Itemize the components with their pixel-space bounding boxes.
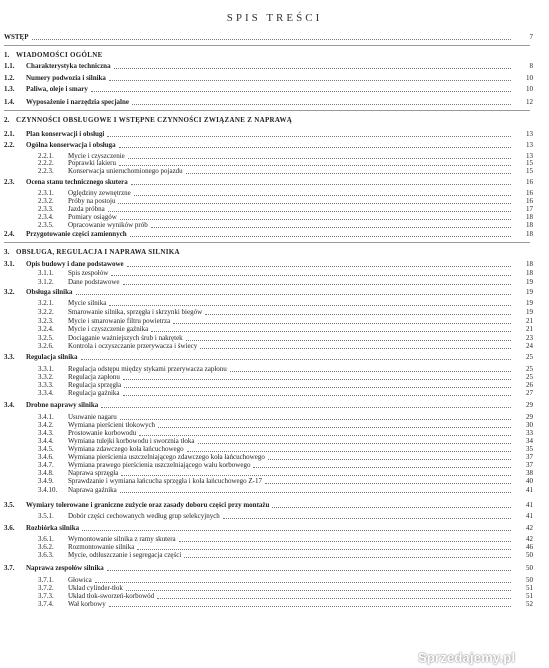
- toc-entry-page: 51: [526, 592, 533, 600]
- toc-entry-number: 3.7.3.: [38, 592, 54, 600]
- toc-entry-page: 41: [526, 486, 533, 494]
- dot-leader: [76, 294, 511, 295]
- toc-entry: [0, 341, 533, 351]
- toc-entry-title: Paliwa, oleje i smary: [26, 85, 88, 93]
- toc-entry: [0, 247, 533, 257]
- toc-entry-number: 3.3.3.: [38, 381, 54, 389]
- toc-entry-number: 3.2.6.: [38, 342, 54, 350]
- toc-entry-title: Wymiana prawego pierścienia uszczelniającego wału korbowego: [68, 461, 251, 469]
- toc-entry-page: 30: [526, 421, 533, 429]
- toc-entry-title: Kontrola i oczyszczanie przerywacza i świecy: [68, 342, 198, 350]
- toc-entry-page: 42: [526, 535, 533, 543]
- toc-entry-page: 16: [526, 178, 533, 186]
- toc-entry-title: Wał korbowy: [68, 600, 106, 608]
- toc-entry-page: 25: [526, 365, 533, 373]
- dot-leader: [101, 407, 511, 408]
- toc-entry-title: Opracowanie wyników prób: [68, 221, 148, 229]
- dot-leader: [130, 236, 511, 237]
- toc-entry-page: 26: [526, 381, 533, 389]
- toc-entry-number: 3.4.5.: [38, 445, 54, 453]
- toc-entry: [0, 229, 533, 239]
- dot-leader: [114, 68, 511, 69]
- toc-entry-title: Dane podstawowe: [68, 278, 120, 286]
- toc-entry-page: 33: [526, 429, 533, 437]
- toc-entry-page: 25: [526, 373, 533, 381]
- toc-entry-title: Mycie i smarowanie filtru powietrza: [68, 317, 171, 325]
- toc-entry-title: Mycie, odtłuszczanie i segregacja części: [68, 551, 182, 559]
- toc-entry-page: 50: [526, 564, 533, 572]
- toc-entry: [0, 277, 533, 287]
- toc-entry-page: 42: [526, 524, 533, 532]
- toc-entry-title: Usuwanie nagaru: [68, 413, 117, 421]
- toc-entry-page: 18: [526, 230, 533, 238]
- toc-entry-number: 3.4.8.: [38, 469, 54, 477]
- toc-entry: [0, 287, 533, 297]
- toc-entry: [0, 140, 533, 150]
- toc-entry-title: WIADOMOŚCI OGÓLNE: [16, 51, 103, 59]
- dot-leader: [123, 395, 511, 396]
- toc-entry-number: 3.4.2.: [38, 421, 54, 429]
- toc-entry-page: 15: [526, 159, 533, 167]
- dot-leader: [81, 359, 511, 360]
- toc-entry-page: 13: [526, 141, 533, 149]
- toc-entry-page: 41: [526, 501, 533, 509]
- toc-entry: [0, 166, 533, 176]
- dot-leader: [109, 80, 511, 81]
- toc-entry-page: 38: [526, 469, 533, 477]
- toc-entry-number: 3.4.: [4, 401, 15, 409]
- toc-entry-number: 3.1.2.: [38, 278, 54, 286]
- toc-entry-page: 37: [526, 461, 533, 469]
- toc-entry-page: 13: [526, 152, 533, 160]
- toc-entry-page: 29: [526, 413, 533, 421]
- toc-entry-page: 19: [526, 288, 533, 296]
- toc-entry-title: Regulacja gaźnika: [68, 389, 120, 397]
- toc-entry: [0, 129, 533, 139]
- dot-leader: [223, 518, 511, 519]
- toc-entry-page: 16: [526, 197, 533, 205]
- toc-entry-number: 3.4.3.: [38, 429, 54, 437]
- toc-entry-title: Dociąganie ważniejszych śrub i nakrętek: [68, 334, 183, 342]
- dot-leader: [109, 606, 511, 607]
- toc-entry-title: Wymiana pierścienia uszczelniającego zdawczego koła łańcuchowego: [68, 453, 265, 461]
- toc-entry-title: Układ cylinder-tłok: [68, 584, 123, 592]
- toc-entry-number: 3.: [4, 248, 10, 256]
- toc-entry-number: 2.1.: [4, 130, 15, 138]
- toc-entry-page: 16: [526, 189, 533, 197]
- dot-leader: [107, 136, 511, 137]
- toc-entry-title: Wymontowanie silnika z ramy skutera: [68, 535, 176, 543]
- toc-entry-number: 1.3.: [4, 85, 15, 93]
- toc-entry-title: CZYNNOŚCI OBSŁUGOWE I WSTĘPNE CZYNNOŚCI ZWIĄZANE Z NAPRAWĄ: [16, 116, 293, 124]
- toc-entry-title: Plan konserwacji i obsługi: [26, 130, 105, 138]
- toc-entry-page: 10: [526, 85, 533, 93]
- toc-entry-title: WSTĘP: [4, 33, 29, 41]
- toc-entry-number: 3.6.: [4, 524, 15, 532]
- toc-entry-page: 12: [526, 98, 533, 106]
- dot-leader: [151, 227, 511, 228]
- toc-entry-page: 29: [526, 401, 533, 409]
- section-divider: [4, 110, 530, 111]
- toc-entry-page: 41: [526, 512, 533, 520]
- dot-leader: [123, 284, 511, 285]
- toc-entry-number: 3.3.2.: [38, 373, 54, 381]
- toc-entry-title: Prostowanie korbowodu: [68, 429, 137, 437]
- toc-entry-page: 27: [526, 389, 533, 397]
- toc-entry-number: 2.2.2.: [38, 159, 54, 167]
- toc-entry-number: 2.3.4.: [38, 213, 54, 221]
- toc-entry-number: 2.3.3.: [38, 205, 54, 213]
- toc-entry-page: 37: [526, 453, 533, 461]
- toc-entry-number: 3.7.1.: [38, 576, 54, 584]
- toc-entry: [0, 563, 533, 573]
- toc-entry: [0, 61, 533, 71]
- toc-entry-page: 18: [526, 221, 533, 229]
- toc-entry-number: 2.3.2.: [38, 197, 54, 205]
- toc-entry-number: 2.3.5.: [38, 221, 54, 229]
- toc-entry-page: 24: [526, 342, 533, 350]
- toc-entry-title: Regulacja zapłonu: [68, 373, 120, 381]
- toc-entry-number: 3.6.2.: [38, 543, 54, 551]
- toc-entry-page: 13: [526, 130, 533, 138]
- toc-entry-title: Naprawa zespołów silnika: [26, 564, 104, 572]
- toc-entry: [0, 388, 533, 398]
- toc-entry-page: 52: [526, 600, 533, 608]
- toc-entry-number: 3.2.3.: [38, 317, 54, 325]
- toc-entry-number: 3.2.2.: [38, 308, 54, 316]
- toc-entry-page: 19: [526, 278, 533, 286]
- toc-entry: [0, 97, 533, 107]
- toc-entry-number: 3.5.1.: [38, 512, 54, 520]
- toc-entry-title: Jazda próbna: [68, 205, 105, 213]
- toc-entry-title: Regulacja odstępu między stykami przerywacza zapłonu: [68, 365, 227, 373]
- toc-entry-title: Obsługa silnika: [26, 288, 73, 296]
- toc-entry: [0, 485, 533, 495]
- toc-entry-title: Głowica: [68, 576, 92, 584]
- toc-entry-number: 1.1.: [4, 62, 15, 70]
- toc-entry-title: Przygotowanie części zamiennych: [26, 230, 127, 238]
- dot-leader: [272, 507, 511, 508]
- toc-entry-page: 18: [526, 260, 533, 268]
- dot-leader: [205, 314, 511, 315]
- toc-entry-page: 19: [526, 299, 533, 307]
- toc-entry-title: Układ tłok-sworzeń-korbowód: [68, 592, 155, 600]
- toc-entry: [0, 523, 533, 533]
- toc-entry-title: Oględziny zewnętrzne: [68, 189, 131, 197]
- toc-entry-number: 3.7.2.: [38, 584, 54, 592]
- toc-entry-title: Numery podwozia i silnika: [26, 74, 106, 82]
- toc-entry-title: Smarowanie silnika, sprzęgła i skrzynki biegów: [68, 308, 203, 316]
- toc-entry-title: OBSŁUGA, REGULACJA I NAPRAWA SILNIKA: [16, 248, 180, 256]
- toc-entry-page: 35: [526, 445, 533, 453]
- dot-leader: [151, 331, 511, 332]
- toc-entry-number: 2.2.: [4, 141, 15, 149]
- toc-entry: [0, 352, 533, 362]
- toc-entry-title: Mycie silnika: [68, 299, 107, 307]
- toc-entry-title: Drobne naprawy silnika: [26, 401, 99, 409]
- toc-entry-title: Rozmontowanie silnika: [68, 543, 135, 551]
- toc-entry-title: Sprawdzanie i wymiana łańcucha sprzęgła i koła łańcuchowego Z-17: [68, 477, 262, 485]
- toc-entry: [0, 599, 533, 609]
- toc-entry-number: 3.6.1.: [38, 535, 54, 543]
- dot-leader: [109, 305, 511, 306]
- toc-entry-number: 3.4.1.: [38, 413, 54, 421]
- dot-leader: [82, 530, 511, 531]
- watermark-text: Sprzedajemy.pl: [418, 650, 516, 665]
- toc-entry-title: Rozbiórka silnika: [26, 524, 80, 532]
- toc-entry: [0, 50, 533, 60]
- watermark: [418, 650, 542, 666]
- toc-entry-title: Spis zespołów: [68, 269, 109, 277]
- toc-entry-page: 15: [526, 167, 533, 175]
- toc-entry-page: 21: [526, 317, 533, 325]
- toc-entry-number: 3.2.4.: [38, 325, 54, 333]
- toc-entry-number: 3.4.7.: [38, 461, 54, 469]
- dot-leader: [131, 184, 511, 185]
- toc-entry-title: Wyposażenie i narzędzia specjalne: [26, 98, 129, 106]
- dot-leader: [91, 91, 511, 92]
- toc-entry-number: 1.2.: [4, 74, 15, 82]
- toc-entry-number: 2.2.3.: [38, 167, 54, 175]
- toc-entry-title: Wymiana zdawczego koła łańcuchowego: [68, 445, 184, 453]
- toc-entry-page: 8: [529, 62, 533, 70]
- toc-entry-title: Pomiary osiągów: [68, 213, 117, 221]
- toc-entry-number: 3.7.4.: [38, 600, 54, 608]
- toc-entry-title: Próby na postoju: [68, 197, 116, 205]
- toc-entry-number: 2.4.: [4, 230, 15, 238]
- toc-entry-page: 10: [526, 74, 533, 82]
- toc-entry-number: 3.4.10.: [38, 486, 58, 494]
- toc-entry-number: 3.4.6.: [38, 453, 54, 461]
- toc-entry-number: 3.3.1.: [38, 365, 54, 373]
- toc-entry-page: 23: [526, 334, 533, 342]
- toc-entry: [0, 550, 533, 560]
- toc-entry-number: 3.3.: [4, 353, 15, 361]
- toc-entry-title: Regulacja sprzęgła: [68, 381, 122, 389]
- section-divider: [4, 242, 530, 243]
- toc-entry: [0, 115, 533, 125]
- toc-entry-title: Charakterystyka techniczna: [26, 62, 111, 70]
- dot-leader: [132, 104, 511, 105]
- dot-leader: [32, 39, 511, 40]
- toc-entry: [0, 177, 533, 187]
- dot-leader: [127, 266, 511, 267]
- dot-leader: [186, 173, 511, 174]
- toc-entry-number: 3.6.3.: [38, 551, 54, 559]
- toc-entry: [0, 84, 533, 94]
- toc-entry-number: 2.2.1.: [38, 152, 54, 160]
- toc-entry-title: Wymiana pierścieni tłokowych: [68, 421, 156, 429]
- toc-entry-number: 1.4.: [4, 98, 15, 106]
- toc-entry-title: Konserwacja unieruchomionego pojazdu: [68, 167, 183, 175]
- toc-entry-page: 46: [526, 543, 533, 551]
- page-title: SPIS TREŚCI: [226, 12, 323, 24]
- toc-entry-page: 7: [529, 33, 533, 41]
- toc-entry-page: 17: [526, 205, 533, 213]
- toc-entry-number: 1.: [4, 51, 10, 59]
- toc-entry: [0, 32, 533, 42]
- dot-leader: [200, 348, 511, 349]
- toc-entry-number: 3.1.: [4, 260, 15, 268]
- toc-entry-title: Mycie i czyszczenie gaźnika: [68, 325, 149, 333]
- toc-entry-title: Regulacja silnika: [26, 353, 78, 361]
- toc-entry-number: 3.2.1.: [38, 299, 54, 307]
- toc-entry-page: 51: [526, 584, 533, 592]
- toc-entry-number: 2.3.1.: [38, 189, 54, 197]
- toc-entry-number: 3.2.: [4, 288, 15, 296]
- dot-leader: [184, 557, 511, 558]
- toc-entry-number: 3.4.9.: [38, 477, 54, 485]
- toc-entry-title: Naprawa sprzęgła: [68, 469, 119, 477]
- toc-entry: [0, 400, 533, 410]
- toc-entry-title: Ocena stanu technicznego skutera: [26, 178, 128, 186]
- dot-leader: [107, 570, 511, 571]
- toc-entry-number: 2.3.: [4, 178, 15, 186]
- toc-entry-title: Ogólna konserwacja i obsługa: [26, 141, 116, 149]
- section-divider: [4, 45, 530, 46]
- toc-entry-title: Dobór części cechowanych według grup selekcyjnych: [68, 512, 220, 520]
- dot-leader: [120, 492, 511, 493]
- toc-entry-number: 2.: [4, 116, 10, 124]
- toc-entry-title: Opis budowy i dane podstawowe: [26, 260, 124, 268]
- toc-entry-title: Poprawki lakieru: [68, 159, 117, 167]
- toc-entry-page: 18: [526, 269, 533, 277]
- toc-entry-page: 50: [526, 551, 533, 559]
- dot-leader: [265, 483, 511, 484]
- toc-entry-page: 50: [526, 576, 533, 584]
- toc-entry: [0, 73, 533, 83]
- toc-entry-number: 3.4.4.: [38, 437, 54, 445]
- toc-entry-page: 21: [526, 325, 533, 333]
- toc-entry: [0, 500, 533, 510]
- toc-entry-number: 3.7.: [4, 564, 15, 572]
- toc-entry-page: 25: [526, 353, 533, 361]
- toc-entry-number: 3.5.: [4, 501, 15, 509]
- toc-entry-number: 3.2.5.: [38, 334, 54, 342]
- dot-leader: [119, 147, 511, 148]
- toc-entry-page: 18: [526, 213, 533, 221]
- dot-leader: [111, 275, 511, 276]
- toc-entry-number: 3.3.4.: [38, 389, 54, 397]
- toc-entry-title: Naprawa gaźnika: [68, 486, 117, 494]
- toc-entry-title: Wymiana tulejki korbowodu i sworznia tłoka: [68, 437, 195, 445]
- toc-entry: [0, 511, 533, 521]
- toc-entry-title: Wymiary tolerowane i graniczne zużycie oraz zasady doboru części przy montażu: [26, 501, 270, 509]
- toc-entry-page: 40: [526, 477, 533, 485]
- toc-entry-title: Mycie i czyszczenie: [68, 152, 125, 160]
- toc-entry-number: 3.1.1.: [38, 269, 54, 277]
- toc-entry-page: 34: [526, 437, 533, 445]
- toc-entry-page: 19: [526, 308, 533, 316]
